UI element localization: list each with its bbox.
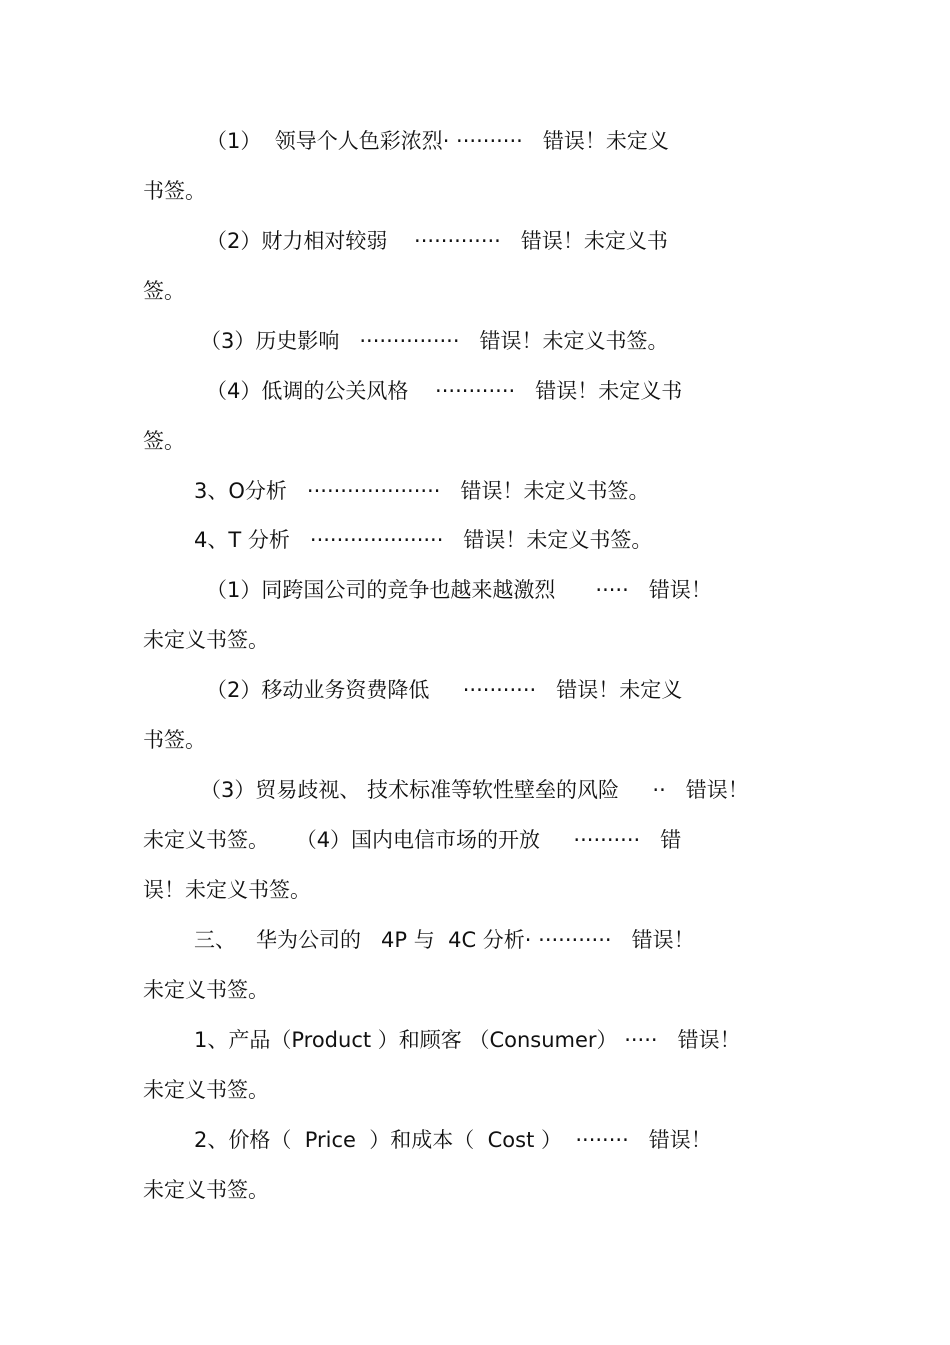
toc-line: 误！未定义书签。	[143, 878, 311, 902]
toc-line: 书签。	[143, 728, 206, 752]
toc-line: 三、 华为公司的 4P 与 4C 分析· ··········· 错误！	[194, 928, 695, 952]
toc-line: （2）财力相对较弱 ············· 错误！未定义书	[206, 229, 668, 253]
toc-line: 签。	[143, 429, 185, 453]
toc-line: 未定义书签。	[143, 978, 269, 1002]
toc-line: 未定义书签。	[143, 1078, 269, 1102]
toc-line: 2、价格（ Price ）和成本（ Cost ） ········ 错误！	[194, 1128, 712, 1152]
toc-line: 签。	[143, 279, 185, 303]
toc-line: 书签。	[143, 179, 206, 203]
toc-line: 未定义书签。	[143, 1178, 269, 1202]
toc-line: （4）低调的公关风格 ············ 错误！未定义书	[206, 379, 683, 403]
toc-line: （1） 领导个人色彩浓烈· ·········· 错误！未定义	[206, 129, 669, 153]
toc-line: 1、产品（Product ）和顾客 （Consumer） ····· 错误！	[194, 1028, 741, 1052]
toc-line: 未定义书签。	[143, 628, 269, 652]
toc-line: （3）历史影响 ··············· 错误！未定义书签。	[200, 329, 669, 353]
toc-line: 未定义书签。 （4）国内电信市场的开放 ·········· 错	[143, 828, 682, 852]
toc-line: （2）移动业务资费降低 ··········· 错误！未定义	[206, 678, 683, 702]
toc-line: （3）贸易歧视、 技术标准等软性壁垒的风险 ·· 错误！	[200, 778, 749, 802]
toc-line: 3、O分析 ···················· 错误！未定义书签。	[194, 479, 650, 503]
toc-line: （1）同跨国公司的竞争也越来越激烈 ····· 错误！	[206, 578, 712, 602]
toc-line: 4、T 分析 ···················· 错误！未定义书签。	[194, 528, 653, 552]
